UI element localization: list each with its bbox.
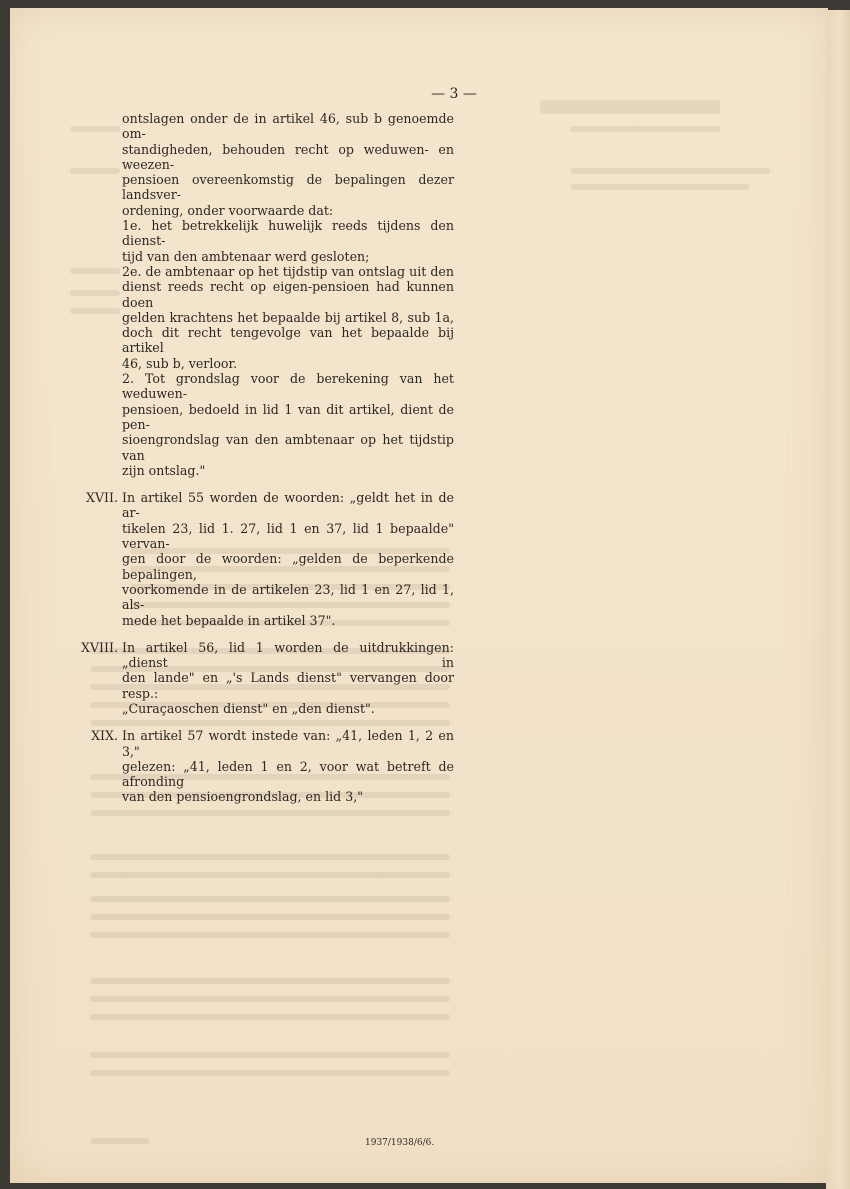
article-item	[91, 728, 454, 805]
text-line: doch dit recht tengevolge van het bepaalde bij artikel	[122, 325, 454, 356]
article-item	[81, 639, 454, 716]
text-line: gelden krachtens het bepaalde bij artikel 8, sub 1a,	[122, 309, 454, 325]
text-line: pensioen, bedoeld in lid 1 van dit artikel, dient de pen-	[122, 401, 454, 432]
text-line: ontslagen onder de in artikel 46, sub b genoemde om-	[122, 111, 454, 142]
article-number: XVII.	[85, 490, 118, 506]
text-line: pensioen overeenkomstig de bepalingen dezer landsver-	[122, 172, 454, 203]
text-line: tijd van den ambtenaar werd gesloten;	[122, 248, 370, 264]
text-line: den lande" en „'s Lands dienst" vervangen door resp.:	[122, 670, 454, 701]
article-number: XIX.	[91, 728, 118, 744]
text-line: mede het bepaalde in artikel 37".	[122, 612, 336, 628]
article-number: XVIII.	[81, 639, 118, 655]
text-line: ordening, onder voorwaarde dat:	[122, 202, 334, 218]
text-line: 2. Tot grondslag voor de berekening van het weduwen-	[122, 371, 454, 402]
text-line: gen door de woorden: „gelden de beperkende bepalingen,	[122, 551, 454, 582]
text-line: gelezen: „41, leden 1 en 2, voor wat betreft de afronding	[122, 758, 454, 790]
text-line: tikelen 23, lid 1. 27, lid 1 en 37, lid 1 bepaalde" vervan-	[122, 520, 454, 552]
intro-paragraph	[122, 111, 454, 478]
text-line: van den pensioengrondslag, en lid 3,"	[122, 789, 364, 805]
document-page	[10, 8, 828, 1183]
document-body	[81, 111, 454, 805]
text-line: dienst reeds recht op eigen-pensioen had kunnen doen	[122, 279, 454, 310]
text-line: sioengrondslag van den ambtenaar op het tijdstip van	[122, 432, 454, 463]
article-list	[81, 490, 454, 805]
text-line: In artikel 55 worden de woorden: „geldt het in de ar-	[122, 490, 454, 521]
text-line: 46, sub b, verloor.	[122, 355, 238, 371]
text-line: „Curaçaoschen dienst" en „den dienst".	[122, 700, 375, 716]
footer-code: 1937/1938/6/6.	[365, 1138, 435, 1148]
text-line: In artikel 56, lid 1 worden de uitdrukkingen: „dienst in	[122, 639, 454, 671]
text-line: standigheden, behouden recht op weduwen- en weezen-	[122, 141, 454, 172]
page-number: — 3 —	[431, 86, 477, 102]
page-edge	[826, 10, 850, 1189]
article-item	[85, 490, 454, 628]
text-line: 2e. de ambtenaar op het tijdstip van ontslag uit den	[122, 263, 454, 279]
text-line: 1e. het betrekkelijk huwelijk reeds tijdens den dienst-	[122, 218, 454, 249]
text-line: In artikel 57 wordt instede van: „41, leden 1, 2 en 3,"	[122, 728, 454, 759]
text-line: voorkomende in de artikelen 23, lid 1 en 27, lid 1, als-	[122, 581, 454, 613]
text-line: zijn ontslag."	[122, 462, 206, 478]
